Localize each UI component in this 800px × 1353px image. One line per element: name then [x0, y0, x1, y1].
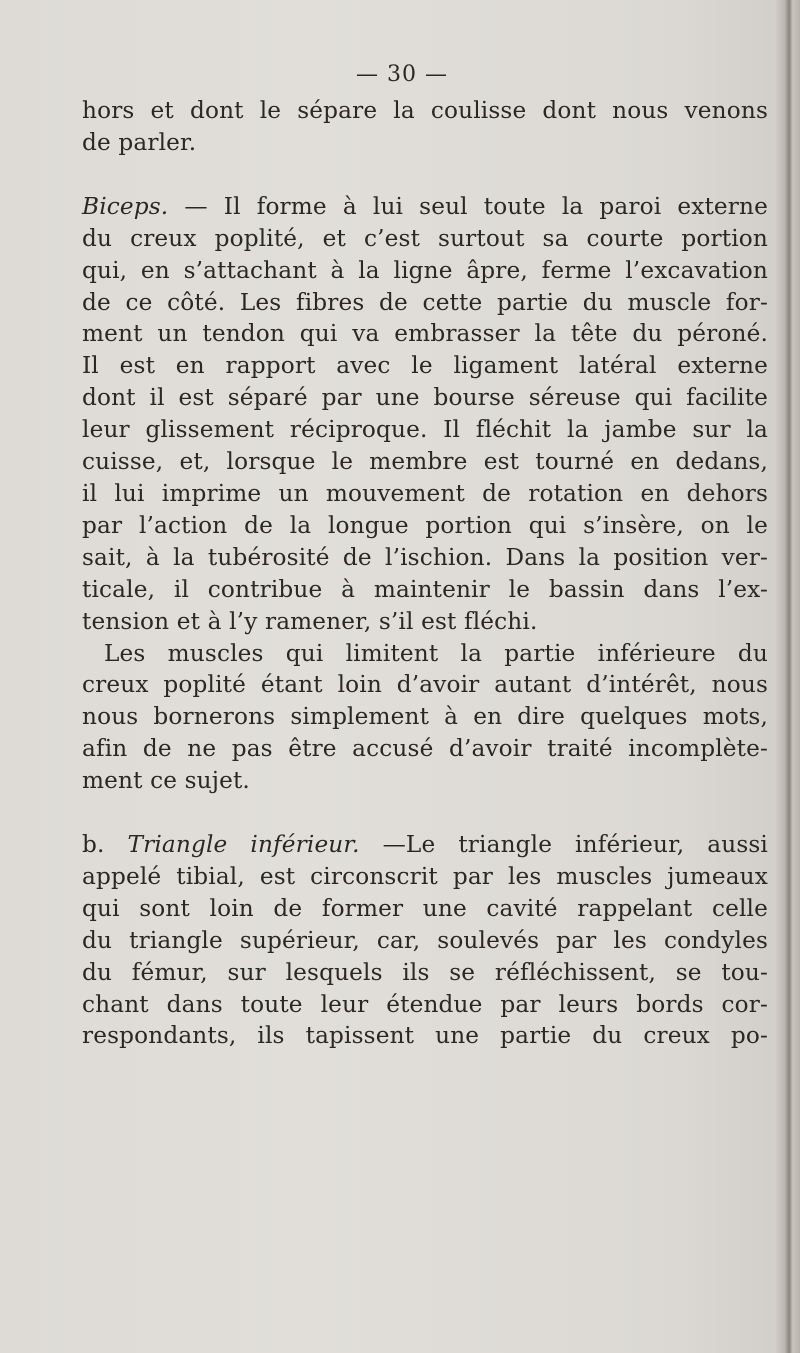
text-line: qui sont loin de former une cavité rappelant celle — [82, 894, 768, 922]
section-heading-triangle-inferieur: Triangle inférieur. — [127, 831, 360, 859]
text-line: il lui imprime un mouvement de rotation en dehors — [82, 479, 768, 507]
section-prefix: b. — [82, 831, 128, 859]
text-line: tension et à l’y ramener, s’il est fléchi. — [82, 607, 538, 635]
text-line: ment ce sujet. — [82, 767, 250, 795]
text-line: appelé tibial, est circonscrit par les muscles jumeaux — [82, 862, 768, 890]
text-line: dont il est séparé par une bourse séreuse qui facilite — [82, 384, 768, 412]
section-heading-biceps: Biceps. — [82, 192, 169, 220]
text-run: — Il forme à lui seul toute la paroi externe — [168, 192, 768, 220]
text-line — [82, 829, 768, 861]
text-line: ment un tendon qui va embrasser la tête du péroné. — [82, 320, 768, 348]
text-line: du fémur, sur lesquels ils se réfléchissent, se tou- — [82, 958, 768, 986]
text-line: hors et dont le sépare la coulisse dont nous venons — [82, 97, 768, 124]
text-line: nous bornerons simplement à en dire quelques mots, — [82, 703, 768, 731]
text-run: —Le triangle inférieur, aussi — [359, 831, 768, 859]
page-number: — 30 — — [356, 62, 448, 87]
text-line: du triangle supérieur, car, soulevés par les condyles — [82, 926, 768, 954]
text-line: de parler. — [82, 128, 197, 156]
text-line: chant dans toute leur étendue par leurs bords cor- — [82, 990, 768, 1018]
text-line: cuisse, et, lorsque le membre est tourné en dedans, — [82, 448, 768, 476]
text-line: respondants, ils tapissent une partie du creux po- — [82, 1022, 768, 1050]
text-line: sait, à la tubérosité de l’ischion. Dans la position ver- — [82, 543, 768, 571]
text-line: qui, en s’attachant à la ligne âpre, ferme l’excavation — [82, 256, 768, 284]
text-line: creux poplité étant loin d’avoir autant d’intérêt, nous — [82, 671, 768, 699]
text-line: afin de ne pas être accusé d’avoir traité incomplète- — [82, 735, 768, 763]
text-line: leur glissement réciproque. Il fléchit la jambe sur la — [82, 416, 768, 444]
page-text — [82, 95, 768, 1052]
page-edge — [776, 0, 800, 1353]
text-line: ticale, il contribue à maintenir le bassin dans l’ex- — [82, 575, 768, 603]
text-line: Les muscles qui limitent la partie inférieure du — [104, 639, 768, 667]
text-line: de ce côté. Les fibres de cette partie du muscle for- — [82, 288, 768, 316]
text-line: Il est en rapport avec le ligament latéral externe — [82, 352, 768, 380]
text-line: du creux poplité, et c’est surtout sa courte portion — [82, 224, 768, 252]
text-line — [82, 191, 768, 223]
text-line: par l’action de la longue portion qui s’insère, on le — [82, 511, 768, 539]
